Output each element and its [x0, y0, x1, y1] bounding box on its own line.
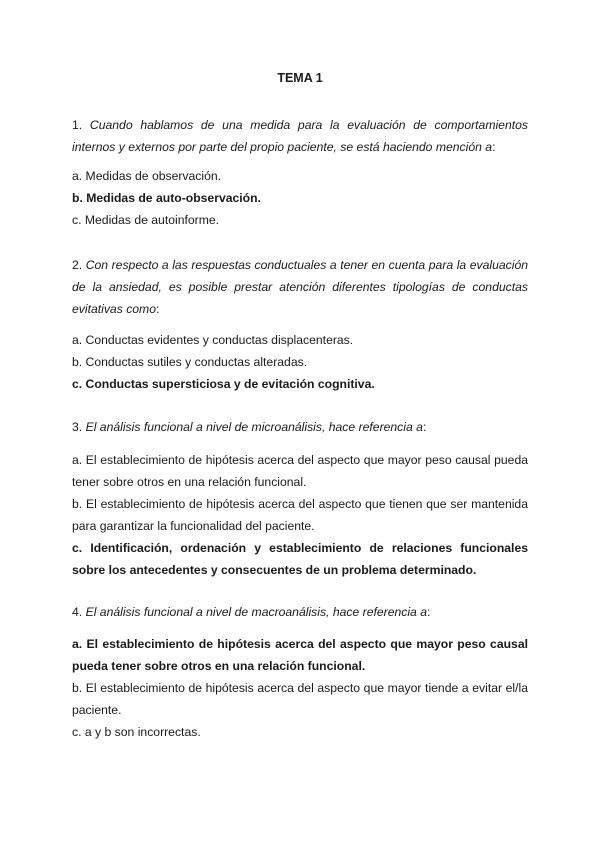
page-title: TEMA 1 [277, 71, 323, 85]
question-1-options [72, 165, 528, 231]
question-number: 2. [72, 258, 83, 272]
question-3-text [72, 416, 528, 438]
option-c-correct: c. Identificación, ordenación y establecimiento de relaciones funcionales sobre los antecedentes y consecuentes de un problema determinado. [72, 541, 528, 577]
question-number: 4. [72, 605, 83, 619]
option-b: b. El establecimiento de hipótesis acerca del aspecto que mayor tiende a evitar el/la paciente. [72, 681, 528, 717]
question-1 [72, 114, 528, 158]
question-2 [72, 254, 528, 320]
option-c: c. Medidas de autoinforme. [72, 213, 220, 227]
question-suffix: : [492, 140, 496, 154]
option-a-correct: a. El establecimiento de hipótesis acerca del aspecto que mayor peso causal pueda tener sobre otros en una relación funcional. [72, 637, 528, 673]
question-3-options [72, 449, 528, 581]
option-c: c. a y b son incorrectas. [72, 725, 201, 739]
question-stem: El análisis funcional a nivel de macroanálisis, hace referencia a [85, 605, 427, 619]
question-suffix: : [422, 420, 427, 434]
option-c-correct: c. Conductas supersticiosa y de evitación cognitiva. [72, 377, 375, 391]
question-stem: El análisis funcional a nivel de microanálisis, hace referencia a [85, 420, 423, 434]
question-stem: Cuando hablamos de una medida para la evaluación de comportamientos internos y externos por parte del propio paciente, se está haciendo mención a [72, 118, 529, 154]
question-1-text [72, 114, 528, 158]
question-4 [72, 601, 528, 623]
option-a: a. Conductas evidentes y conductas displacenteras. [72, 333, 354, 347]
option-b: b. Conductas sutiles y conductas alteradas. [72, 355, 308, 369]
question-suffix: : [156, 302, 160, 316]
question-number: 1. [72, 118, 83, 132]
question-number: 3. [72, 420, 83, 434]
option-a: a. El establecimiento de hipótesis acerca del aspecto que mayor peso causal pueda tener sobre otros en una relación funcional. [72, 453, 528, 489]
question-suffix: : [427, 605, 431, 619]
option-b: b. El establecimiento de hipótesis acerca del aspecto que tienen que ser mantenida para garantizar la funcionalidad del paciente. [72, 497, 528, 533]
question-stem: Con respecto a las respuestas conductuales a tener en cuenta para la evaluación de la ansiedad, es posible prestar atención diferentes tipologías de conductas evitativas como [72, 258, 528, 316]
question-2-text [72, 254, 528, 320]
question-4-options [72, 633, 528, 743]
option-b-correct: b. Medidas de auto-observación. [72, 191, 261, 205]
question-2-options [72, 329, 528, 395]
option-a: a. Medidas de observación. [72, 169, 222, 183]
question-4-text [72, 601, 528, 623]
question-3 [72, 416, 528, 438]
